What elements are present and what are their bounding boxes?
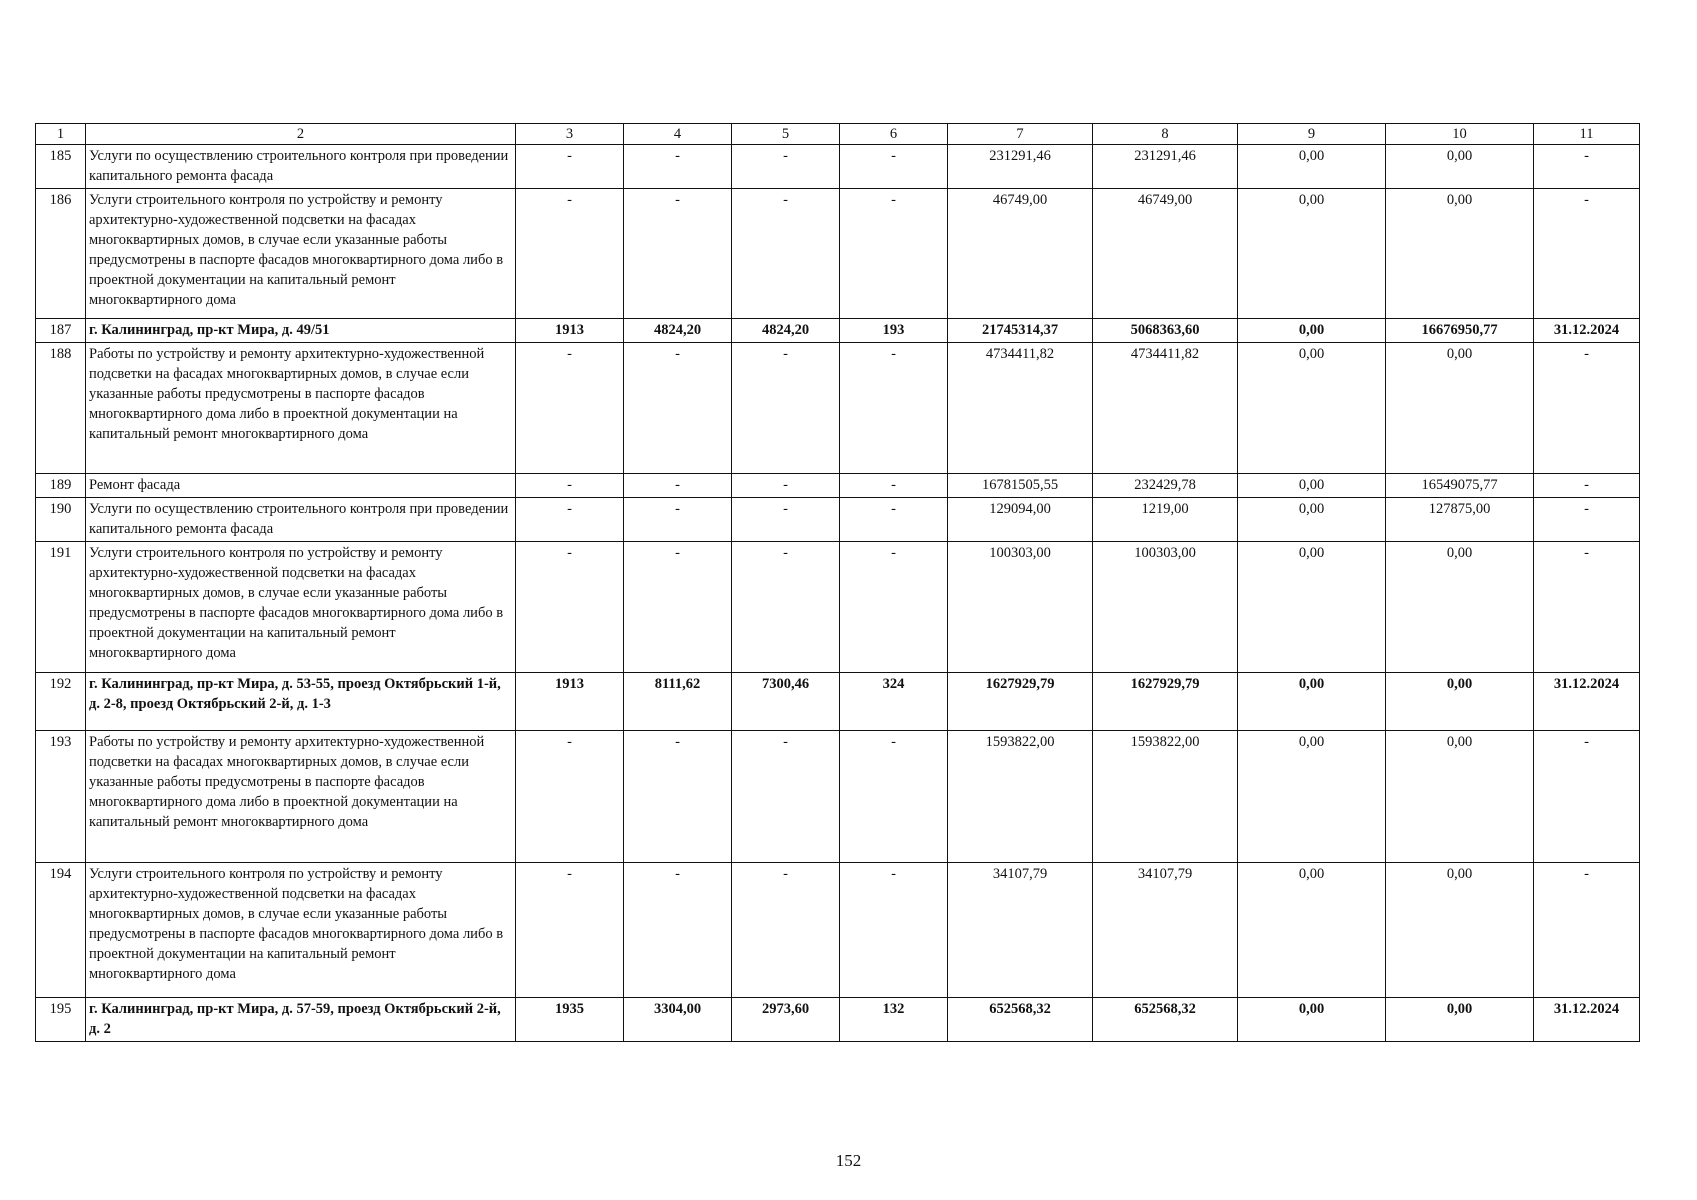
- col-8-value: 100303,00: [1093, 542, 1238, 673]
- row-number: 189: [36, 474, 86, 498]
- col-3-value: -: [516, 189, 624, 319]
- col-8-value: 652568,32: [1093, 998, 1238, 1042]
- col-5-value: -: [732, 189, 840, 319]
- col-10-value: 16549075,77: [1386, 474, 1534, 498]
- table-row: [36, 474, 1640, 498]
- col-7-value: 231291,46: [948, 145, 1093, 189]
- col-4-value: 4824,20: [624, 319, 732, 343]
- table-row: [36, 343, 1640, 474]
- col-7-value: 34107,79: [948, 863, 1093, 998]
- col-5-value: -: [732, 863, 840, 998]
- col-11-value: 31.12.2024: [1534, 673, 1640, 731]
- col-6-value: 132: [840, 998, 948, 1042]
- page-number: 152: [835, 1151, 862, 1170]
- table-row: [36, 542, 1640, 673]
- col-10-value: 16676950,77: [1386, 319, 1534, 343]
- col-9-value: 0,00: [1238, 731, 1386, 863]
- col-10-value: 0,00: [1386, 189, 1534, 319]
- col-8-value: 231291,46: [1093, 145, 1238, 189]
- column-header: 9: [1238, 124, 1386, 145]
- col-3-value: -: [516, 863, 624, 998]
- col-9-value: 0,00: [1238, 189, 1386, 319]
- col-9-value: 0,00: [1238, 498, 1386, 542]
- col-5-value: -: [732, 474, 840, 498]
- col-4-value: -: [624, 145, 732, 189]
- col-6-value: 324: [840, 673, 948, 731]
- work-name: г. Калининград, пр-кт Мира, д. 57-59, проезд Октябрьский 2-й, д. 2: [86, 998, 516, 1042]
- col-6-value: -: [840, 189, 948, 319]
- col-10-value: 0,00: [1386, 542, 1534, 673]
- col-7-value: 4734411,82: [948, 343, 1093, 474]
- table-row: [36, 863, 1640, 998]
- row-number: 186: [36, 189, 86, 319]
- col-3-value: 1913: [516, 673, 624, 731]
- col-11-value: 31.12.2024: [1534, 998, 1640, 1042]
- col-8-value: 34107,79: [1093, 863, 1238, 998]
- column-number-header-row: [36, 124, 1640, 145]
- col-11-value: -: [1534, 189, 1640, 319]
- column-header: 7: [948, 124, 1093, 145]
- column-header: 2: [86, 124, 516, 145]
- col-6-value: -: [840, 343, 948, 474]
- col-3-value: -: [516, 474, 624, 498]
- row-number: 192: [36, 673, 86, 731]
- col-10-value: 0,00: [1386, 863, 1534, 998]
- col-10-value: 0,00: [1386, 731, 1534, 863]
- col-3-value: -: [516, 542, 624, 673]
- col-8-value: 1593822,00: [1093, 731, 1238, 863]
- col-8-value: 1627929,79: [1093, 673, 1238, 731]
- col-9-value: 0,00: [1238, 542, 1386, 673]
- col-7-value: 46749,00: [948, 189, 1093, 319]
- col-7-value: 100303,00: [948, 542, 1093, 673]
- work-name: Услуги по осуществлению строительного контроля при проведении капитального ремонта фасада: [86, 498, 516, 542]
- col-10-value: 0,00: [1386, 673, 1534, 731]
- col-9-value: 0,00: [1238, 673, 1386, 731]
- col-10-value: 0,00: [1386, 343, 1534, 474]
- work-name: Работы по устройству и ремонту архитектурно-художественной подсветки на фасадах многоквартирных домов, в случае если указанные работы предусмотрены в паспорте фасадов многоквартирного дома либо в проектной документации на капитальный ремонт многоквартирного дома: [86, 343, 516, 474]
- col-10-value: 0,00: [1386, 145, 1534, 189]
- row-number: 188: [36, 343, 86, 474]
- work-name: г. Калининград, пр-кт Мира, д. 49/51: [86, 319, 516, 343]
- column-header: 6: [840, 124, 948, 145]
- col-11-value: -: [1534, 731, 1640, 863]
- col-9-value: 0,00: [1238, 319, 1386, 343]
- column-header: 5: [732, 124, 840, 145]
- col-7-value: 21745314,37: [948, 319, 1093, 343]
- col-11-value: -: [1534, 542, 1640, 673]
- col-10-value: 0,00: [1386, 998, 1534, 1042]
- col-4-value: -: [624, 343, 732, 474]
- col-5-value: -: [732, 343, 840, 474]
- work-name: Ремонт фасада: [86, 474, 516, 498]
- work-name: Услуги строительного контроля по устройству и ремонту архитектурно-художественной подсветки на фасадах многоквартирных домов, в случае если указанные работы предусмотрены в паспорте фасадов многоквартирного дома либо в проектной документации на капитальный ремонт многоквартирного дома: [86, 542, 516, 673]
- col-9-value: 0,00: [1238, 343, 1386, 474]
- col-4-value: 3304,00: [624, 998, 732, 1042]
- col-8-value: 232429,78: [1093, 474, 1238, 498]
- col-3-value: 1913: [516, 319, 624, 343]
- col-11-value: -: [1534, 863, 1640, 998]
- col-7-value: 652568,32: [948, 998, 1093, 1042]
- col-8-value: 1219,00: [1093, 498, 1238, 542]
- work-name: Работы по устройству и ремонту архитектурно-художественной подсветки на фасадах многоквартирных домов, в случае если указанные работы предусмотрены в паспорте фасадов многоквартирного дома либо в проектной документации на капитальный ремонт многоквартирного дома: [86, 731, 516, 863]
- col-6-value: 193: [840, 319, 948, 343]
- row-number: 187: [36, 319, 86, 343]
- col-7-value: 1627929,79: [948, 673, 1093, 731]
- row-number: 194: [36, 863, 86, 998]
- col-10-value: 127875,00: [1386, 498, 1534, 542]
- col-11-value: -: [1534, 145, 1640, 189]
- col-5-value: 7300,46: [732, 673, 840, 731]
- col-7-value: 16781505,55: [948, 474, 1093, 498]
- col-11-value: -: [1534, 498, 1640, 542]
- col-5-value: -: [732, 542, 840, 673]
- col-6-value: -: [840, 474, 948, 498]
- col-8-value: 5068363,60: [1093, 319, 1238, 343]
- column-header: 1: [36, 124, 86, 145]
- col-6-value: -: [840, 542, 948, 673]
- row-number: 193: [36, 731, 86, 863]
- col-5-value: 4824,20: [732, 319, 840, 343]
- col-3-value: -: [516, 731, 624, 863]
- column-header: 8: [1093, 124, 1238, 145]
- column-header: 4: [624, 124, 732, 145]
- col-7-value: 129094,00: [948, 498, 1093, 542]
- col-5-value: 2973,60: [732, 998, 840, 1042]
- col-4-value: -: [624, 542, 732, 673]
- col-3-value: 1935: [516, 998, 624, 1042]
- col-11-value: 31.12.2024: [1534, 319, 1640, 343]
- col-6-value: -: [840, 145, 948, 189]
- col-4-value: -: [624, 474, 732, 498]
- work-name: Услуги по осуществлению строительного контроля при проведении капитального ремонта фасада: [86, 145, 516, 189]
- col-6-value: -: [840, 731, 948, 863]
- col-8-value: 4734411,82: [1093, 343, 1238, 474]
- table-row: [36, 189, 1640, 319]
- table-row: [36, 673, 1640, 731]
- col-9-value: 0,00: [1238, 863, 1386, 998]
- table-row: [36, 731, 1640, 863]
- col-9-value: 0,00: [1238, 145, 1386, 189]
- col-5-value: -: [732, 731, 840, 863]
- column-header: 3: [516, 124, 624, 145]
- col-4-value: -: [624, 498, 732, 542]
- column-header: 11: [1534, 124, 1640, 145]
- col-6-value: -: [840, 498, 948, 542]
- col-9-value: 0,00: [1238, 474, 1386, 498]
- work-name: Услуги строительного контроля по устройству и ремонту архитектурно-художественной подсветки на фасадах многоквартирных домов, в случае если указанные работы предусмотрены в паспорте фасадов многоквартирного дома либо в проектной документации на капитальный ремонт многоквартирного дома: [86, 863, 516, 998]
- col-3-value: -: [516, 343, 624, 474]
- row-number: 191: [36, 542, 86, 673]
- col-9-value: 0,00: [1238, 998, 1386, 1042]
- table-body: [36, 124, 1640, 1042]
- col-3-value: -: [516, 145, 624, 189]
- col-4-value: 8111,62: [624, 673, 732, 731]
- table-row: [36, 319, 1640, 343]
- row-number: 185: [36, 145, 86, 189]
- column-header: 10: [1386, 124, 1534, 145]
- table-row: [36, 498, 1640, 542]
- col-4-value: -: [624, 731, 732, 863]
- col-8-value: 46749,00: [1093, 189, 1238, 319]
- table-row: [36, 998, 1640, 1042]
- col-4-value: -: [624, 189, 732, 319]
- col-6-value: -: [840, 863, 948, 998]
- col-11-value: -: [1534, 343, 1640, 474]
- col-4-value: -: [624, 863, 732, 998]
- work-name: г. Калининград, пр-кт Мира, д. 53-55, проезд Октябрьский 1-й, д. 2-8, проезд Октябрьский 2-й, д. 1-3: [86, 673, 516, 731]
- data-table: [35, 123, 1640, 1042]
- table-row: [36, 145, 1640, 189]
- row-number: 190: [36, 498, 86, 542]
- col-3-value: -: [516, 498, 624, 542]
- row-number: 195: [36, 998, 86, 1042]
- col-5-value: -: [732, 145, 840, 189]
- col-5-value: -: [732, 498, 840, 542]
- col-11-value: -: [1534, 474, 1640, 498]
- work-name: Услуги строительного контроля по устройству и ремонту архитектурно-художественной подсветки на фасадах многоквартирных домов, в случае если указанные работы предусмотрены в паспорте фасадов многоквартирного дома либо в проектной документации на капитальный ремонт многоквартирного дома: [86, 189, 516, 319]
- col-7-value: 1593822,00: [948, 731, 1093, 863]
